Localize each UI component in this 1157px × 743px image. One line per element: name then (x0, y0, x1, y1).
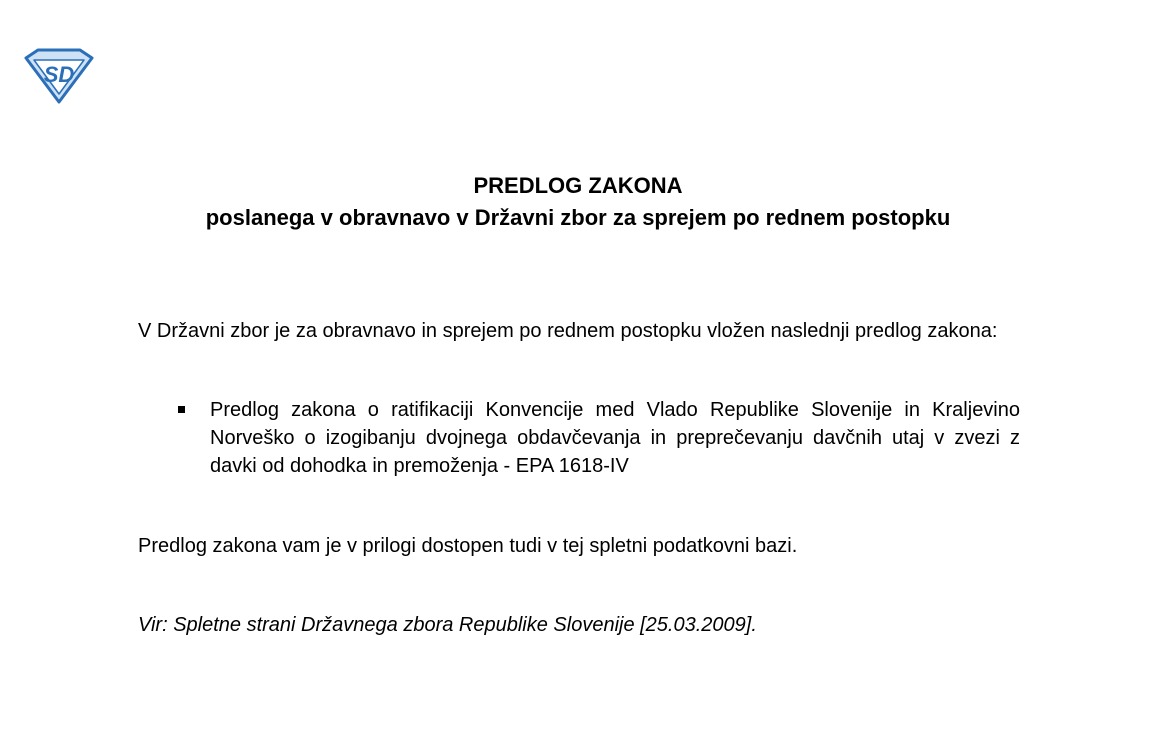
document-heading (140, 170, 1016, 234)
source-citation: Vir: Spletne strani Državnega zbora Republike Slovenije [25.03.2009]. (138, 614, 757, 636)
sd-logo (22, 46, 96, 104)
intro-paragraph: V Državni zbor je za obravnavo in sprejem po rednem postopku vložen naslednji predlog zakona: (138, 320, 998, 342)
document-title: PREDLOG ZAKONA (473, 173, 683, 198)
square-bullet-icon (178, 406, 185, 413)
logo-lettering: SD (43, 62, 75, 87)
bill-title: Predlog zakona o ratifikaciji Konvencije med Vlado Republike Slovenije in Kraljevino Norveško o izogibanju dvojnega obdavčevanja in preprečevanju davčnih utaj v zvezi z davki od dohodka in premoženja - EPA 1618-IV (210, 399, 1020, 477)
sd-shield-icon (22, 46, 96, 104)
document-subtitle: poslanega v obravnavo v Državni zbor za sprejem po rednem postopku (205, 205, 951, 230)
availability-paragraph: Predlog zakona vam je v prilogi dostopen tudi v tej spletni podatkovni bazi. (138, 535, 798, 557)
list-item (178, 396, 1020, 480)
bill-list (178, 396, 1020, 480)
